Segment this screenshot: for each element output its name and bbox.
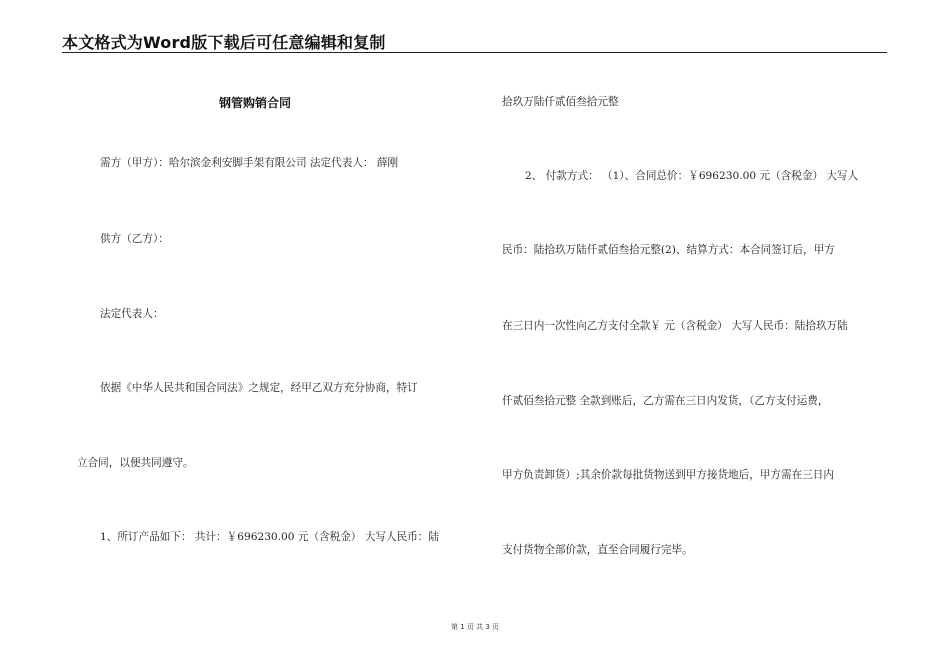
left-paragraph-line: 1、所订产品如下： 共计：￥696230.00 元（含税金） 大写人民币：陆	[100, 531, 439, 543]
page-number-footer: 第 1 页 共 3 页	[450, 623, 500, 631]
document-title: 钢管购销合同	[219, 96, 292, 110]
right-paragraph-line: 甲方负责卸货）;其余价款每批货物送到甲方接货地后，甲方需在三日内	[502, 469, 834, 481]
left-paragraph-line: 需方（甲方）：哈尔滨金利安脚手架有限公司 法定代表人： 薛刚	[100, 157, 399, 169]
right-paragraph-line: 2、 付款方式： （1）、合同总价：￥696230.00 元（含税金） 大写人	[525, 170, 859, 182]
right-paragraph-line: 在三日内一次性向乙方支付全款￥ 元（含税金） 大写人民币：陆拾玖万陆	[502, 320, 848, 332]
header-banner: 本文格式为Word版下载后可任意编辑和复制	[62, 33, 386, 52]
left-paragraph-line: 依据《中华人民共和国合同法》之规定，经甲乙双方充分协商，特订	[100, 382, 418, 394]
left-paragraph-line: 法定代表人：	[100, 308, 164, 320]
right-paragraph-line: 拾玖万陆仟贰佰叁拾元整	[502, 96, 619, 108]
left-paragraph-line: 供方（乙方）：	[100, 233, 169, 245]
header-divider	[62, 52, 887, 53]
right-paragraph-line: 仟贰佰叁拾元整 全款到账后，乙方需在三日内发货，（乙方支付运费，	[502, 395, 829, 407]
right-paragraph-line: 支付货物全部价款，直至合同履行完毕。	[502, 544, 693, 556]
left-paragraph-line: 立合同，以便共同遵守。	[77, 457, 194, 469]
right-paragraph-line: 民币：陆拾玖万陆仟贰佰叁拾元整(2)、结算方式：本合同签订后，甲方	[502, 244, 835, 256]
